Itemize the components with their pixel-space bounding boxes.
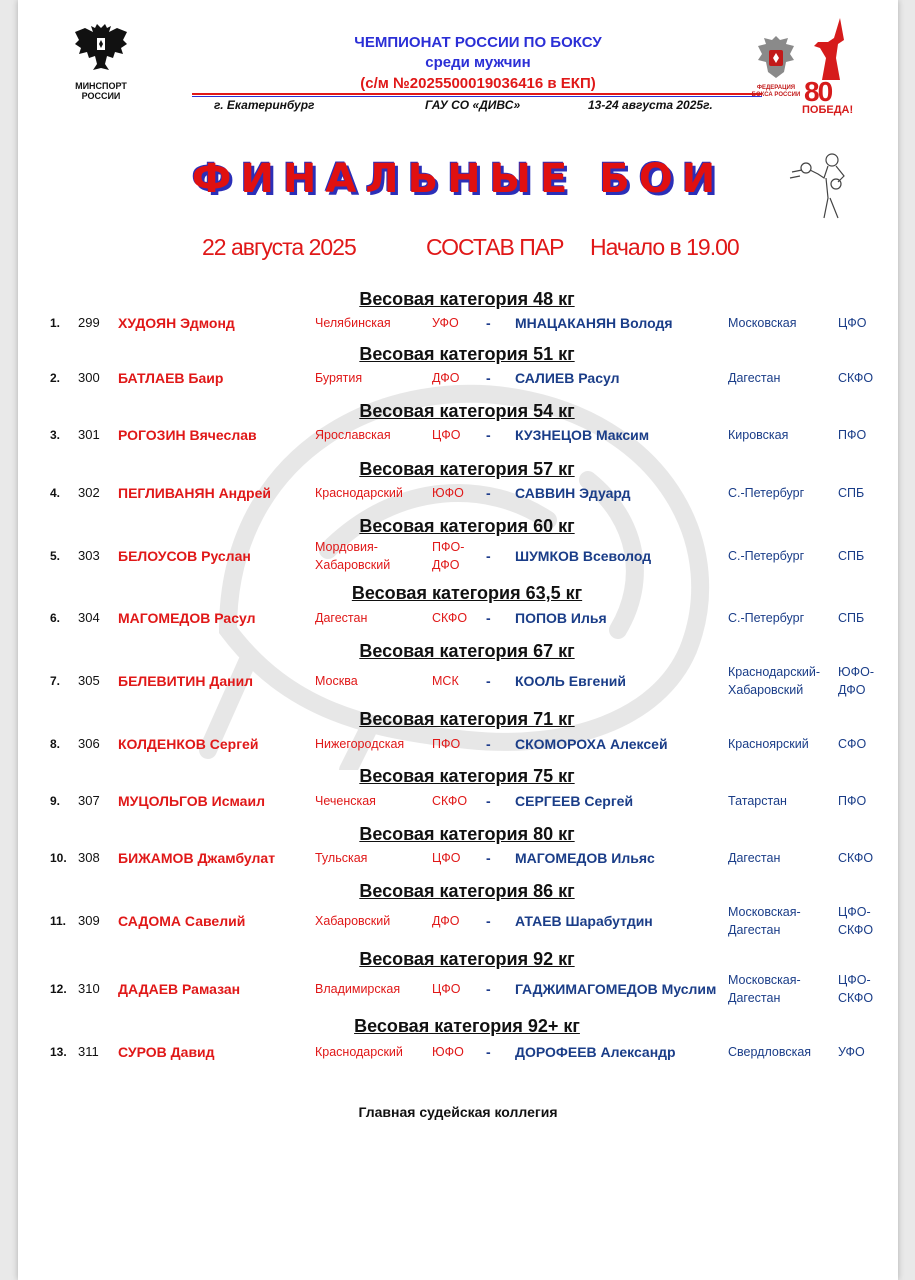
red-corner-district: МСК: [432, 674, 459, 688]
victory-80-number: 80: [804, 76, 832, 107]
bout-id: 311: [78, 1044, 99, 1059]
red-corner-name: БАТЛАЕВ Баир: [118, 370, 224, 386]
red-corner-district: ЦФО: [432, 428, 461, 442]
weight-category: Весовая категория 80 кг: [359, 824, 575, 844]
bout-id: 303: [78, 548, 100, 563]
blue-corner-region: Московская-: [728, 973, 801, 987]
weight-category: Весовая категория 75 кг: [359, 766, 575, 786]
event-venue: ГАУ СО «ДИВС»: [425, 98, 521, 112]
red-corner-district: ДФО: [432, 914, 460, 928]
bout-date: 22 августа 2025: [202, 234, 356, 260]
blue-corner-district: СПБ: [838, 611, 865, 625]
bout-number: 3.: [50, 428, 61, 442]
blue-corner-region: Московская: [728, 316, 797, 330]
weight-category: Весовая категория 92+ кг: [354, 1016, 580, 1036]
red-corner-name: ХУДОЯН Эдмонд: [118, 315, 235, 331]
blue-corner-district: СКФО: [838, 851, 874, 865]
blue-corner-region: Дагестан: [728, 851, 781, 865]
bout-id: 305: [78, 673, 100, 688]
bout-number: 13.: [50, 1045, 67, 1059]
weight-category: Весовая категория 71 кг: [359, 709, 575, 729]
bout-number: 5.: [50, 549, 61, 563]
weight-category: Весовая категория 60 кг: [359, 516, 575, 536]
red-corner-region: Ярославская: [315, 428, 391, 442]
red-corner-name: КОЛДЕНКОВ Сергей: [118, 736, 259, 752]
weight-category: Весовая категория 67 кг: [359, 641, 575, 661]
weight-category: Весовая категория 48 кг: [359, 289, 575, 309]
bout-number: 1.: [50, 316, 61, 330]
bout-number: 6.: [50, 611, 61, 625]
blue-corner-name: САВВИН Эдуард: [515, 485, 631, 501]
red-corner-name: СУРОВ Давид: [118, 1044, 215, 1060]
bout-id: 308: [78, 850, 100, 865]
weight-category: Весовая категория 63,5 кг: [351, 583, 583, 603]
red-corner-name: ПЕГЛИВАНЯН Андрей: [118, 485, 271, 501]
header-divider-blue: [192, 96, 762, 97]
blue-corner-region: Кировская: [728, 428, 789, 442]
red-corner-district: СКФО: [432, 794, 468, 808]
weight-category: Весовая категория 57 кг: [359, 459, 575, 479]
blue-corner-district: СФО: [838, 737, 867, 751]
event-dates: 13-24 августа 2025г.: [588, 98, 713, 112]
pairs-label: СОСТАВ ПАР: [426, 234, 564, 260]
bout-separator: -: [486, 427, 491, 443]
red-corner-region: Краснодарский: [315, 1045, 403, 1059]
red-corner-region: Тульская: [315, 851, 368, 865]
bout-number: 11.: [50, 914, 67, 928]
bout-number: 10.: [50, 851, 67, 865]
red-corner-name: САДОМА Савелий: [118, 913, 246, 929]
blue-corner-name: МАГОМЕДОВ Ильяс: [515, 850, 655, 866]
bout-separator: -: [486, 548, 491, 564]
bout-separator: -: [486, 370, 491, 386]
red-corner-region: Москва: [315, 674, 358, 688]
red-corner-name: БЕЛЕВИТИН Данил: [118, 673, 254, 689]
bout-separator: -: [486, 793, 491, 809]
red-corner-region: Хабаровский: [315, 558, 391, 572]
red-corner-region: Бурятия: [315, 371, 363, 385]
header-divider-red: [192, 93, 762, 95]
bout-separator: -: [486, 981, 491, 997]
bout-id: 310: [78, 981, 100, 996]
bout-id: 304: [78, 610, 100, 625]
red-corner-name: БЕЛОУСОВ Руслан: [118, 548, 251, 564]
blue-corner-district: СКФО: [838, 371, 874, 385]
red-corner-region: Дагестан: [315, 611, 368, 625]
blue-corner-district: УФО: [838, 1045, 865, 1059]
eagle-emblem-icon: [71, 22, 131, 76]
bout-number: 7.: [50, 674, 61, 688]
bout-id: 307: [78, 793, 100, 808]
blue-corner-name: ДОРОФЕЕВ Александр: [515, 1044, 676, 1060]
red-corner-name: МАГОМЕДОВ Расул: [118, 610, 256, 626]
bout-number: 12.: [50, 982, 67, 996]
blue-corner-region: Хабаровский: [728, 683, 804, 697]
red-corner-region: Владимирская: [315, 982, 401, 996]
blue-corner-district: СКФО: [838, 991, 874, 1005]
bout-separator: -: [486, 610, 491, 626]
blue-corner-district: ЦФО-: [838, 905, 871, 919]
federation-label-1: ФЕДЕРАЦИЯ: [756, 85, 796, 91]
document-page: [18, 0, 898, 1280]
red-corner-district: УФО: [432, 316, 459, 330]
weight-category: Весовая категория 86 кг: [359, 881, 575, 901]
red-corner-region: Нижегородская: [315, 737, 405, 751]
blue-corner-district: ДФО: [838, 683, 866, 697]
red-corner-name: РОГОЗИН Вячеслав: [118, 427, 257, 443]
blue-corner-district: СПБ: [838, 549, 865, 563]
minsport-logo: [66, 22, 136, 101]
federation-label-2: БОКСА РОССИИ: [751, 92, 801, 98]
championship-registry: (с/м №2025500019036416 в ЕКП): [360, 75, 596, 92]
blue-corner-region: Дагестан: [728, 923, 781, 937]
minsport-label-2: РОССИИ: [81, 91, 121, 101]
blue-corner-region: Краснодарский-: [728, 665, 821, 679]
red-corner-region: Челябинская: [315, 316, 391, 330]
blue-corner-region: Красноярский: [728, 737, 809, 751]
red-corner-district: ЦФО: [432, 982, 461, 996]
bout-separator: -: [486, 850, 491, 866]
blue-corner-district: ПФО: [838, 794, 867, 808]
blue-corner-region: Московская-: [728, 905, 801, 919]
red-corner-district: СКФО: [432, 611, 468, 625]
event-city: г. Екатеринбург: [214, 98, 315, 112]
victory-label: ПОБЕДА!: [802, 104, 854, 116]
boxing-glove-watermark-icon: [168, 330, 768, 770]
blue-corner-name: ПОПОВ Илья: [515, 610, 607, 626]
red-corner-region: Хабаровский: [315, 914, 391, 928]
blue-corner-name: КООЛЬ Евгений: [515, 673, 626, 689]
red-corner-name: БИЖАМОВ Джамбулат: [118, 850, 276, 866]
bout-id: 300: [78, 370, 100, 385]
blue-corner-name: ШУМКОВ Всеволод: [515, 548, 652, 564]
blue-corner-district: ЦФО-: [838, 973, 871, 987]
blue-corner-name: МНАЦАКАНЯН Володя: [515, 315, 673, 331]
red-corner-district: ДФО: [432, 558, 460, 572]
weight-category: Весовая категория 51 кг: [359, 344, 575, 364]
weight-category: Весовая категория 92 кг: [359, 949, 575, 969]
bout-separator: -: [486, 736, 491, 752]
bout-number: 2.: [50, 371, 61, 385]
start-time: Начало в 19.00: [590, 234, 739, 260]
bout-number: 9.: [50, 794, 61, 808]
motherland-statue-icon: [800, 18, 854, 80]
chief-judges-signature: Главная судейская коллегия: [358, 1104, 558, 1120]
red-corner-region: Мордовия-: [315, 540, 378, 554]
blue-corner-name: ГАДЖИМАГОМЕДОВ Муслим: [515, 981, 717, 997]
red-corner-name: МУЦОЛЬГОВ Исмаил: [118, 793, 265, 809]
red-corner-region: Краснодарский: [315, 486, 403, 500]
blue-corner-name: АТАЕВ Шарабутдин: [515, 913, 653, 929]
red-corner-region: Чеченская: [315, 794, 376, 808]
bout-number: 8.: [50, 737, 61, 751]
bout-id: 306: [78, 736, 100, 751]
bout-separator: -: [486, 315, 491, 331]
red-corner-district: ДФО: [432, 371, 460, 385]
blue-corner-district: ЦФО: [838, 316, 867, 330]
red-corner-name: ДАДАЕВ Рамазан: [118, 981, 241, 997]
bout-id: 302: [78, 485, 100, 500]
boxing-federation-logo: [748, 34, 804, 99]
victory-80-logo: [800, 18, 854, 118]
red-corner-district: ПФО: [432, 737, 461, 751]
blue-corner-region: С.-Петербург: [728, 549, 805, 563]
blue-corner-name: КУЗНЕЦОВ Максим: [515, 427, 650, 443]
blue-corner-district: ПФО: [838, 428, 867, 442]
bout-separator: -: [486, 913, 491, 929]
page-title: ФИНАЛЬНЫЕ БОИ: [191, 156, 725, 202]
boxer-sketch-icon: [788, 148, 868, 220]
bout-id: 299: [78, 315, 100, 330]
blue-corner-name: СЕРГЕЕВ Сергей: [515, 793, 634, 809]
bout-separator: -: [486, 673, 491, 689]
bout-separator: -: [486, 1044, 491, 1060]
blue-corner-region: С.-Петербург: [728, 611, 805, 625]
federation-emblem-icon: [756, 34, 796, 80]
weight-category: Весовая категория 54 кг: [359, 401, 575, 421]
red-corner-district: ЦФО: [432, 851, 461, 865]
bout-separator: -: [486, 485, 491, 501]
blue-corner-district: СПБ: [838, 486, 865, 500]
blue-corner-district: СКФО: [838, 923, 874, 937]
bout-number: 4.: [50, 486, 61, 500]
blue-corner-region: С.-Петербург: [728, 486, 805, 500]
minsport-label-1: МИНСПОРТ: [75, 81, 127, 91]
blue-corner-district: ЮФО-: [838, 665, 875, 679]
bout-id: 301: [78, 427, 100, 442]
red-corner-district: ЮФО: [432, 1045, 464, 1059]
bout-id: 309: [78, 913, 100, 928]
blue-corner-name: САЛИЕВ Расул: [515, 370, 620, 386]
blue-corner-region: Татарстан: [728, 794, 787, 808]
blue-corner-region: Свердловская: [728, 1045, 812, 1059]
red-corner-district: ЮФО: [432, 486, 464, 500]
championship-title: ЧЕМПИОНАТ РОССИИ ПО БОКСУ: [354, 34, 602, 51]
blue-corner-region: Дагестан: [728, 991, 781, 1005]
blue-corner-name: СКОМОРОХА Алексей: [515, 736, 668, 752]
blue-corner-region: Дагестан: [728, 371, 781, 385]
red-corner-district: ПФО-: [432, 540, 465, 554]
championship-subtitle: среди мужчин: [425, 54, 531, 71]
